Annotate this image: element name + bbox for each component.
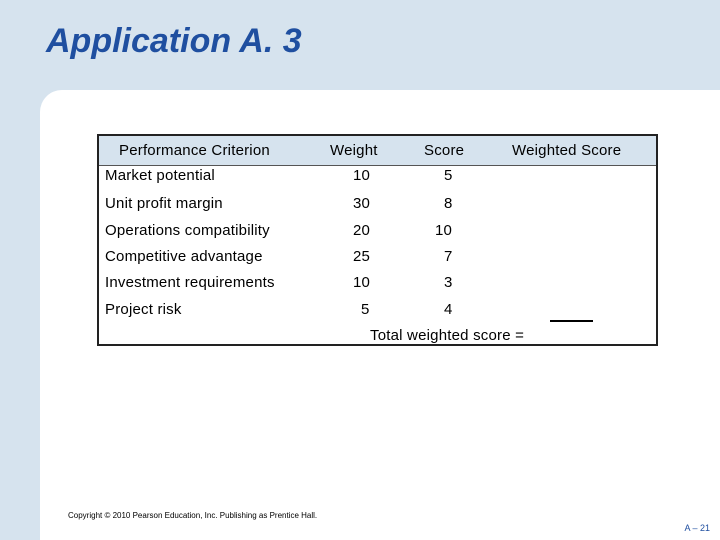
row-criterion: Investment requirements: [105, 274, 275, 291]
row-criterion: Competitive advantage: [105, 248, 263, 265]
row-score: 5: [444, 167, 453, 184]
total-weighted-score-label: Total weighted score =: [370, 327, 525, 344]
header-weight: Weight: [330, 142, 378, 159]
row-weight: 25: [353, 248, 371, 265]
row-score: 4: [444, 301, 453, 318]
table-header-row: [99, 136, 656, 166]
row-score: 3: [444, 274, 453, 291]
row-score: 7: [444, 248, 453, 265]
row-criterion: Market potential: [105, 167, 215, 184]
row-weight: 5: [361, 301, 370, 318]
row-criterion: Unit profit margin: [105, 195, 223, 212]
header-score: Score: [424, 142, 465, 159]
page-number: A – 21: [684, 523, 710, 533]
header-weighted-score: Weighted Score: [512, 142, 622, 159]
row-weight: 10: [353, 274, 371, 291]
row-weight: 10: [353, 167, 371, 184]
slide-title: Application A. 3: [46, 22, 302, 60]
row-criterion: Operations compatibility: [105, 222, 270, 239]
row-criterion: Project risk: [105, 301, 182, 318]
header-performance-criterion: Performance Criterion: [119, 142, 270, 159]
row-score: 10: [435, 222, 453, 239]
row-weight: 20: [353, 222, 371, 239]
total-blank-line: [550, 320, 593, 322]
criteria-table: [97, 134, 658, 346]
row-weight: 30: [353, 195, 371, 212]
row-score: 8: [444, 195, 453, 212]
copyright-notice: Copyright © 2010 Pearson Education, Inc. Publishing as Prentice Hall.: [68, 511, 318, 520]
